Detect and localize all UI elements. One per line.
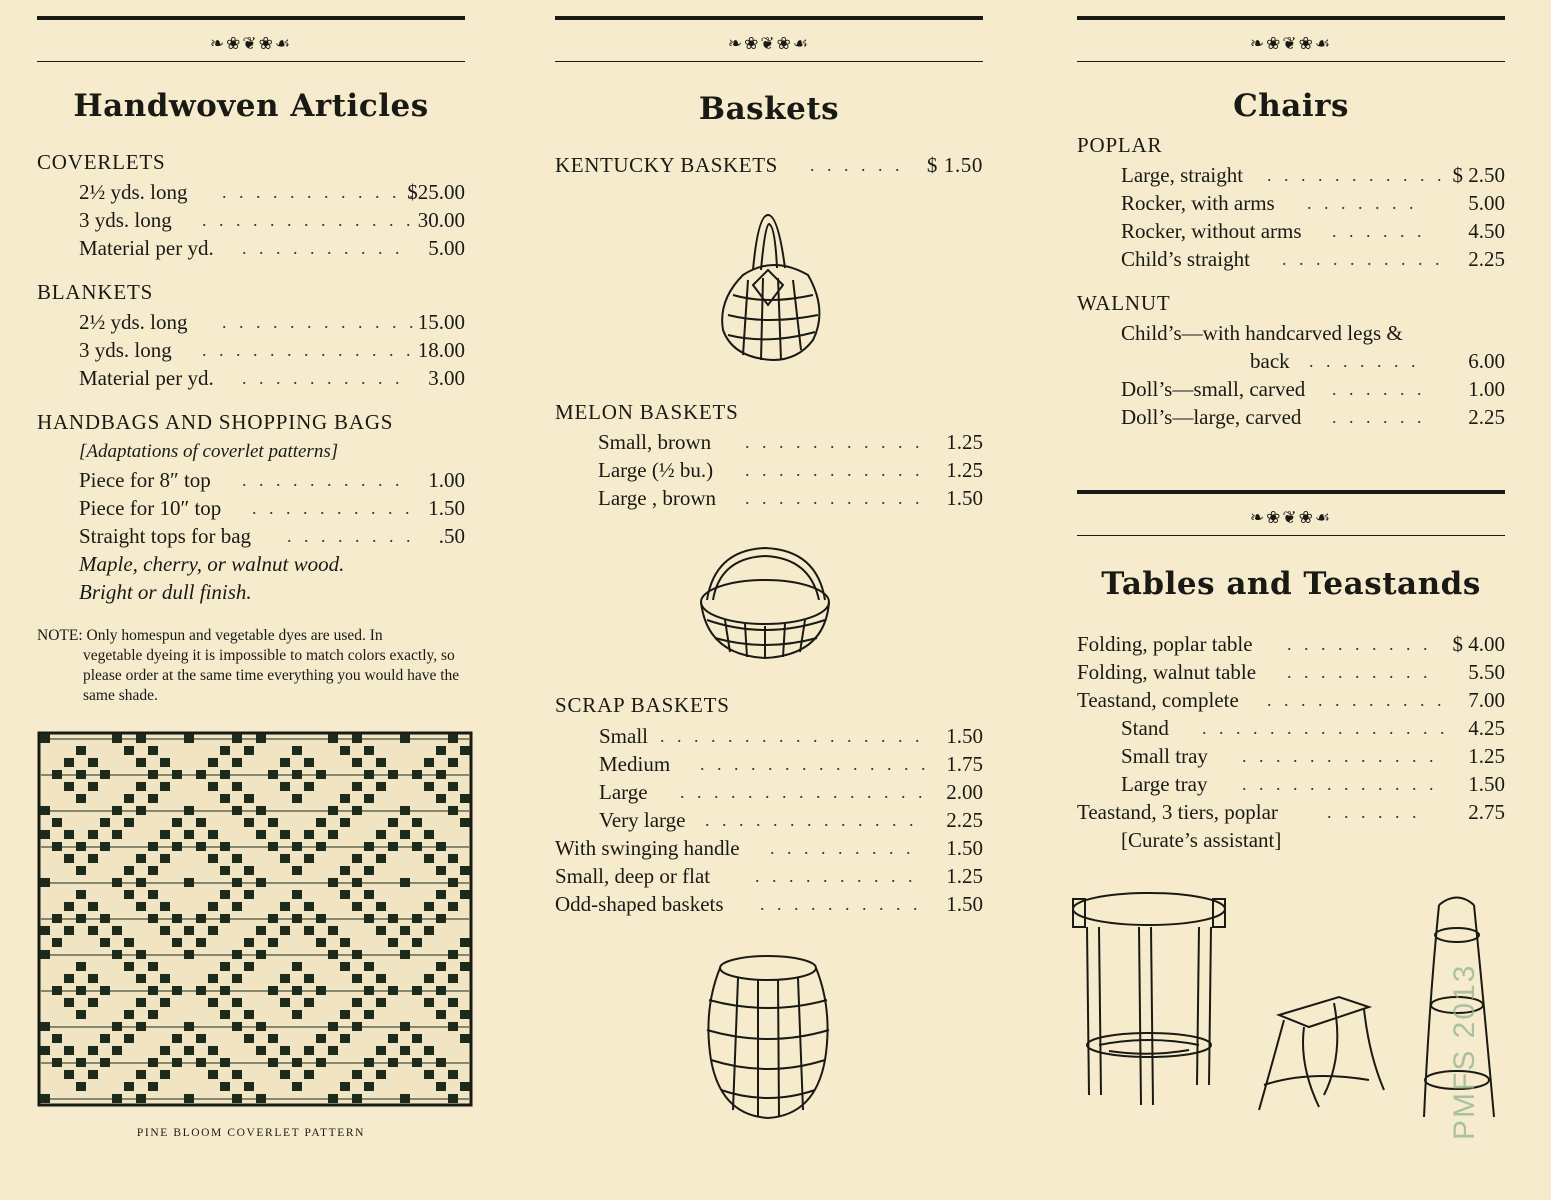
- item-price: 1.00: [1468, 377, 1505, 401]
- leader-dots: . . . . . . . . . . .: [745, 432, 924, 452]
- item-price: 5.00: [1468, 191, 1505, 215]
- item-price: 6.00: [1468, 349, 1505, 373]
- item-label: Folding, walnut table: [1077, 660, 1257, 684]
- price-line: [1077, 217, 1505, 245]
- ornament-icon: ❧❀❦❀☙: [1249, 508, 1333, 527]
- item-label: Large (½ bu.): [598, 458, 714, 482]
- price-line: [555, 151, 983, 179]
- item-price: 1.50: [1468, 772, 1505, 796]
- divider: [1077, 535, 1505, 536]
- item-price: .50: [438, 524, 465, 548]
- handbags-heading: HANDBAGS AND SHOPPING BAGS: [37, 410, 394, 434]
- ornament-icon: ❧❀❦❀☙: [209, 34, 293, 53]
- item-price: 1.50: [946, 836, 983, 860]
- handwoven-panel: [37, 0, 465, 1200]
- item-price: 3.00: [428, 366, 465, 390]
- baskets-panel: [555, 0, 983, 1200]
- leader-dots: . . . . . . . . . . . .: [1242, 746, 1438, 766]
- item-price: 1.50: [428, 496, 465, 520]
- melon-heading: MELON BASKETS: [555, 400, 739, 424]
- ornament-icon: ❧❀❦❀☙: [1249, 34, 1333, 53]
- item-price: $ 2.50: [1452, 163, 1505, 187]
- scrap-heading: SCRAP BASKETS: [555, 693, 730, 717]
- item-label: Doll’s—small, carved: [1121, 377, 1306, 401]
- section-title: Tables and Teastands: [1101, 566, 1481, 602]
- kentucky-price: $ 1.50: [926, 153, 983, 177]
- item-label: Material per yd.: [79, 366, 214, 390]
- item-label: Teastand, 3 tiers, poplar: [1077, 800, 1278, 824]
- coverlets-heading: COVERLETS: [37, 150, 166, 174]
- price-line: [555, 456, 983, 484]
- item-label: 3 yds. long: [79, 338, 172, 362]
- handbags-subheading: [37, 438, 465, 466]
- leader-dots: . . . . . . . . . .: [242, 238, 404, 258]
- item-price: 5.00: [428, 236, 465, 260]
- item-label: Doll’s—large, carved: [1121, 405, 1302, 429]
- price-line: [1077, 798, 1505, 826]
- price-line: [37, 336, 465, 364]
- item-price: 1.25: [946, 430, 983, 454]
- item-label: With swinging handle: [555, 836, 740, 860]
- leader-dots: . . . . . . . . .: [770, 838, 915, 858]
- item-price: 2.00: [946, 780, 983, 804]
- item-label: Piece for 8″ top: [79, 468, 211, 492]
- price-line: [1077, 770, 1505, 798]
- item-price: 1.25: [946, 864, 983, 888]
- item-price: 1.75: [946, 752, 983, 776]
- item-label: Large: [599, 780, 648, 804]
- price-line: [1077, 658, 1505, 686]
- walnut-heading: WALNUT: [1077, 291, 1171, 315]
- item-label: 2½ yds. long: [79, 310, 188, 334]
- item-price: 15.00: [417, 310, 465, 334]
- price-line: [37, 466, 465, 494]
- item-label: Folding, poplar table: [1077, 632, 1253, 656]
- item-label: Large tray: [1121, 772, 1208, 796]
- price-line: [37, 234, 465, 262]
- price-line: [37, 308, 465, 336]
- item-price: 2.25: [946, 808, 983, 832]
- leader-dots: . . . . . . . .: [287, 526, 415, 546]
- leader-dots: . . . . . . . . . .: [242, 368, 404, 388]
- leader-dots: . . . . . .: [810, 155, 904, 175]
- item-label: Small: [599, 724, 649, 748]
- leader-dots: . . . . . . . . . .: [755, 866, 917, 886]
- leader-dots: . . . . . . . . . . .: [745, 488, 924, 508]
- price-line: [37, 206, 465, 234]
- item-price: 1.50: [946, 724, 983, 748]
- price-line: [1077, 347, 1505, 375]
- item-label: Child’s straight: [1121, 247, 1250, 271]
- leader-dots: . . . . . . . . . .: [242, 470, 404, 490]
- leader-dots: . . . . . . . . . . . . . . .: [1202, 718, 1449, 738]
- price-line: [1077, 375, 1505, 403]
- section-title: Chairs: [1233, 88, 1349, 124]
- top-rule: [555, 16, 983, 20]
- leader-dots: . . . . . . . . . . . . .: [202, 210, 415, 230]
- tables-image: [1069, 885, 1509, 1125]
- divider: [555, 61, 983, 62]
- item-price: 1.25: [1468, 744, 1505, 768]
- archive-stamp: PMFS 2013: [1448, 963, 1481, 1140]
- dye-note: [37, 626, 467, 706]
- price-line: [1077, 161, 1505, 189]
- price-line: [1077, 686, 1505, 714]
- coverlet-pattern-image: [39, 733, 471, 1105]
- leader-dots: . . . . . . . . . . .: [1267, 165, 1446, 185]
- leader-dots: . . . . . . . . . .: [252, 498, 414, 518]
- leader-dots: . . . . . . . . .: [1287, 634, 1432, 654]
- finish-note: [37, 578, 465, 606]
- item-label: Material per yd.: [79, 236, 214, 260]
- divider: [1077, 61, 1505, 62]
- leader-dots: . . . . . . . . . . .: [745, 460, 924, 480]
- price-line: [1077, 189, 1505, 217]
- leader-dots: . . . . . . .: [1307, 193, 1418, 213]
- item-label: back: [1250, 349, 1290, 373]
- item-label: Rocker, with arms: [1121, 191, 1275, 215]
- section-title: Handwoven Articles: [73, 88, 429, 124]
- leader-dots: . . . . . .: [1332, 221, 1426, 241]
- item-price: 2.25: [1468, 405, 1505, 429]
- price-line: [555, 722, 983, 750]
- item-price: 2.75: [1468, 800, 1505, 824]
- item-label: Odd-shaped baskets: [555, 892, 724, 916]
- item-label: Medium: [599, 752, 671, 776]
- item-label: Large , brown: [598, 486, 716, 510]
- price-line: [1077, 714, 1505, 742]
- price-line: [37, 522, 465, 550]
- melon-basket-image: [695, 540, 835, 670]
- item-price: $ 4.00: [1452, 632, 1505, 656]
- item-label: Piece for 10″ top: [79, 496, 222, 520]
- leader-dots: . . . . . . . . . . . . .: [202, 340, 415, 360]
- item-label: Small, deep or flat: [555, 864, 711, 888]
- item-price: 1.50: [946, 892, 983, 916]
- finish-note-text: Bright or dull finish.: [79, 580, 252, 604]
- price-line: [555, 750, 983, 778]
- leader-dots: . . . . . . . . .: [1287, 662, 1432, 682]
- price-line: [1077, 403, 1505, 431]
- leader-dots: . . . . . . . . . .: [760, 894, 922, 914]
- leader-dots: . . . . . . . . . . . . . . .: [680, 782, 927, 802]
- chairs-tables-panel: [1077, 0, 1505, 1200]
- top-rule: [1077, 490, 1505, 494]
- item-label: Straight tops for bag: [79, 524, 252, 548]
- leader-dots: . . . . . .: [1332, 407, 1426, 427]
- item-label: Child’s—with handcarved legs &: [1121, 321, 1403, 345]
- item-label: Small tray: [1121, 744, 1208, 768]
- price-line: [37, 494, 465, 522]
- note-rest: vegetable dyeing it is impossible to match colors exactly, so please order at the same time everything you would have the same shade.: [83, 647, 460, 704]
- price-line: [555, 806, 983, 834]
- item-label: Large, straight: [1121, 163, 1244, 187]
- item-price: 4.25: [1468, 716, 1505, 740]
- price-line: [555, 778, 983, 806]
- item-label: [Curate’s assistant]: [1121, 828, 1282, 852]
- leader-dots: . . . . . . . . . . .: [1267, 690, 1446, 710]
- price-line: [555, 834, 983, 862]
- leader-dots: . . . . . .: [1327, 802, 1421, 822]
- divider: [37, 61, 465, 62]
- item-price: 1.25: [946, 458, 983, 482]
- price-line: [555, 484, 983, 512]
- price-line: [1077, 742, 1505, 770]
- item-price: 7.00: [1468, 688, 1505, 712]
- item-price: 4.50: [1468, 219, 1505, 243]
- kentucky-label: KENTUCKY BASKETS: [555, 153, 778, 177]
- item-label: Very large: [599, 808, 686, 832]
- item-price: 18.00: [417, 338, 465, 362]
- item-label: 2½ yds. long: [79, 180, 188, 204]
- ornament-icon: ❧❀❦❀☙: [727, 34, 811, 53]
- price-line: [555, 890, 983, 918]
- leader-dots: . . . . . . . . . . . . . . . .: [660, 726, 924, 746]
- scrap-basket-image: [703, 950, 833, 1125]
- price-line: [555, 428, 983, 456]
- blankets-heading: BLANKETS: [37, 280, 154, 304]
- item-label: Teastand, complete: [1077, 688, 1239, 712]
- item-label: Small, brown: [598, 430, 712, 454]
- wood-note: [37, 550, 465, 578]
- leader-dots: . . . . . . . . . . . .: [222, 312, 418, 332]
- price-line: [37, 178, 465, 206]
- leader-dots: . . . . . .: [1332, 379, 1426, 399]
- image-caption: PINE BLOOM COVERLET PATTERN: [136, 1127, 366, 1139]
- leader-dots: . . . . . . . . . . . . . .: [700, 754, 930, 774]
- price-line: [1077, 245, 1505, 273]
- item-price: $25.00: [407, 180, 465, 204]
- item-label: Rocker, without arms: [1121, 219, 1302, 243]
- leader-dots: . . . . . . .: [1309, 351, 1420, 371]
- poplar-heading: POPLAR: [1077, 133, 1163, 157]
- item-price: 1.00: [428, 468, 465, 492]
- note-first-line: NOTE: Only homespun and vegetable dyes are used. In: [37, 627, 383, 644]
- item-price: 2.25: [1468, 247, 1505, 271]
- curate-line: [1077, 826, 1505, 854]
- top-rule: [37, 16, 465, 20]
- price-line: [555, 862, 983, 890]
- leader-dots: . . . . . . . . . . . . .: [705, 810, 918, 830]
- walnut-child-line: [1077, 319, 1505, 347]
- price-line: [37, 364, 465, 392]
- item-price: 1.50: [946, 486, 983, 510]
- top-rule: [1077, 16, 1505, 20]
- kentucky-basket-image: [713, 210, 833, 370]
- item-price: 30.00: [417, 208, 465, 232]
- leader-dots: . . . . . . . . . . . .: [1242, 774, 1438, 794]
- section-title: Baskets: [698, 91, 840, 127]
- item-price: 5.50: [1468, 660, 1505, 684]
- leader-dots: . . . . . . . . . . . .: [222, 182, 418, 202]
- price-line: [1077, 630, 1505, 658]
- leader-dots: . . . . . . . . . .: [1282, 249, 1444, 269]
- item-label: Stand: [1121, 716, 1169, 740]
- subheading-text: [Adaptations of coverlet patterns]: [79, 441, 339, 462]
- item-label: 3 yds. long: [79, 208, 172, 232]
- wood-note-text: Maple, cherry, or walnut wood.: [79, 552, 345, 576]
